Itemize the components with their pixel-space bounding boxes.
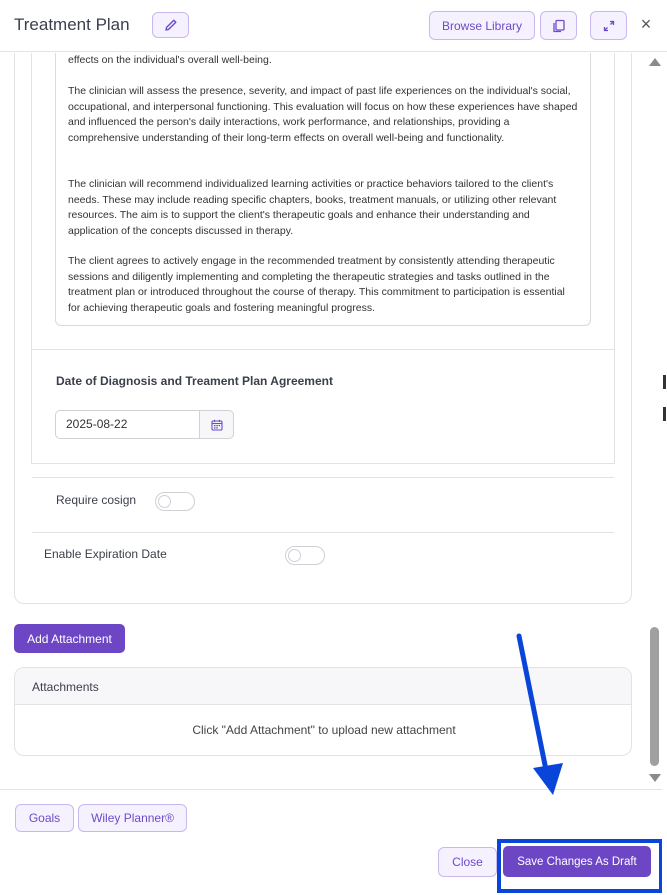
diagnosis-date-input[interactable]: 2025-08-22 [55, 410, 200, 439]
modal-body[interactable] [0, 53, 667, 789]
pencil-icon [164, 18, 178, 32]
plan-paragraph: effects on the individual's overall well-being. [68, 54, 272, 66]
toggle-knob [288, 549, 301, 562]
attachments-header [15, 668, 632, 705]
expand-icon [603, 20, 615, 32]
footer-divider [0, 789, 667, 790]
divider [32, 349, 614, 350]
modal-header [0, 0, 667, 52]
plan-paragraph: The clinician will assess the presence, severity, and impact of past life experiences on the individual's social, occupational, and interpersonal functioning. This evaluation will focus on how these experiences have shaped and influenced the person's daily interactions, work performance, and relationships, providing a comprehensive understanding of their long-term effects on overall well-being and functionality. [68, 85, 578, 144]
require-cosign-toggle[interactable] [155, 492, 195, 511]
annotation-highlight-box [497, 839, 663, 893]
expiration-date-label: Enable Expiration Date [44, 547, 167, 561]
toggle-knob [158, 495, 171, 508]
modal-title: Treatment Plan [14, 15, 130, 34]
goals-button[interactable]: Goals [15, 804, 74, 832]
scroll-up-arrow[interactable] [649, 58, 661, 66]
copy-icon [552, 19, 566, 33]
wiley-planner-button[interactable]: Wiley Planner® [78, 804, 187, 832]
expiration-date-toggle[interactable] [285, 546, 325, 565]
calendar-button[interactable] [199, 410, 234, 439]
calendar-icon [211, 419, 223, 431]
plan-paragraph: The client agrees to actively engage in the recommended treatment by consistently attending therapeutic sessions and diligently implementing and completing the therapeutic strategies and tasks outlined in the treatment plan or introduced throughout the course of therapy. This commitment to participation is essential for achieving therapeutic goals and fostering meaningful progress. [68, 255, 565, 314]
copy-button[interactable] [540, 11, 577, 40]
attachments-title: Attachments [32, 680, 99, 694]
divider [32, 532, 614, 533]
save-draft-button[interactable]: Save Changes As Draft [503, 846, 651, 877]
close-button[interactable]: Close [438, 847, 497, 877]
scroll-down-arrow[interactable] [649, 774, 661, 782]
close-icon[interactable]: × [640, 14, 652, 34]
require-cosign-label: Require cosign [56, 493, 137, 507]
expand-button[interactable] [590, 11, 627, 40]
scrollbar-thumb[interactable] [650, 627, 659, 766]
attachments-empty-message: Click "Add Attachment" to upload new attachment [192, 723, 456, 737]
divider [32, 477, 614, 478]
window-edge [662, 53, 667, 895]
plan-paragraph: The clinician will recommend individualized learning activities or practice behaviors tailored to the client's needs. These may include reading specific chapters, books, treatment manuals, or utilizing other relevant resources. The aim is to support the client's therapeutic goals and enhance their understanding and application of the concepts discussed in therapy. [68, 178, 557, 237]
edge-marker [663, 375, 666, 389]
add-attachment-button[interactable]: Add Attachment [14, 624, 125, 653]
diagnosis-date-label: Date of Diagnosis and Treament Plan Agreement [56, 374, 333, 388]
edge-marker [663, 407, 666, 421]
browse-library-button[interactable]: Browse Library [429, 11, 535, 40]
attachments-panel [14, 667, 632, 756]
edit-title-button[interactable] [152, 12, 189, 38]
